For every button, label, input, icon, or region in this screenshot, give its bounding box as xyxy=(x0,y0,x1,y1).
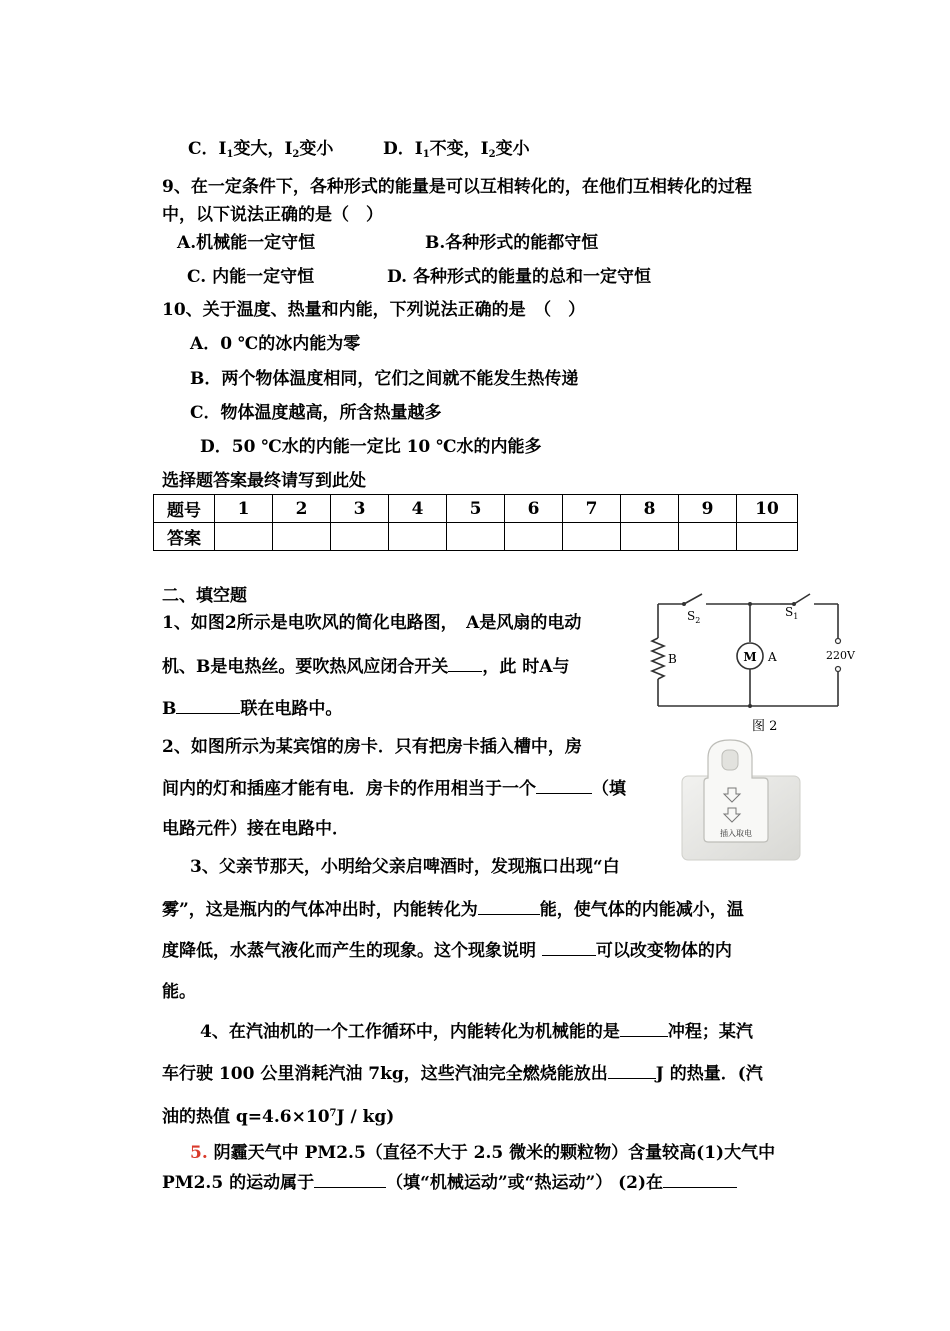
answer-table-answer-row xyxy=(154,523,798,551)
motor-label: M xyxy=(743,650,757,664)
answer-cell[interactable] xyxy=(737,523,798,551)
a-label: A xyxy=(768,650,777,664)
row-label-answer: 答案 xyxy=(154,523,215,551)
answer-cell[interactable] xyxy=(505,523,563,551)
table-cell: 7 xyxy=(563,495,621,523)
fill5-line1: 5. 阴霾天气中 PM2.5（直径不大于 2.5 微米的颗粒物）含量较高(1)大气中 xyxy=(190,1143,776,1163)
fill4-line1: 4、在汽油机的一个工作循环中，内能转化为机械能的是 冲程；某汽 xyxy=(200,1022,753,1042)
answer-note: 选择题答案最终请写到此处 xyxy=(162,471,366,491)
table-cell: 4 xyxy=(389,495,447,523)
blank[interactable] xyxy=(620,1020,668,1037)
q10-option-b: B．两个物体温度相同，它们之间就不能发生热传递 xyxy=(190,369,579,389)
terminal-top xyxy=(836,639,841,644)
blank[interactable] xyxy=(663,1171,737,1188)
blank[interactable] xyxy=(448,655,482,672)
fill2-line3: 电路元件）接在电路中． xyxy=(162,819,349,839)
voltage-label: 220V xyxy=(826,649,855,662)
answer-cell[interactable] xyxy=(331,523,389,551)
q8-option-d: D．$I_1$不变，$I_2$变小 xyxy=(383,139,530,160)
table-cell: 6 xyxy=(505,495,563,523)
answer-cell[interactable] xyxy=(389,523,447,551)
fill3-line4: 能。 xyxy=(162,982,196,1002)
table-cell: 10 xyxy=(737,495,798,523)
q9-option-d: D. 各种形式的能量的总和一定守恒 xyxy=(387,267,651,287)
q10-option-a: A．0 ℃的冰内能为零 xyxy=(190,334,361,354)
answer-table-number-row xyxy=(154,495,798,523)
q9-stem-line1: 9、在一定条件下，各种形式的能量是可以互相转化的，在他们互相转化的过程 xyxy=(162,177,752,197)
answer-cell[interactable] xyxy=(679,523,737,551)
answer-cell[interactable] xyxy=(621,523,679,551)
q10-stem: 10、关于温度、热量和内能，下列说法正确的是 （ ） xyxy=(162,300,586,320)
table-cell: 3 xyxy=(331,495,389,523)
answer-cell[interactable] xyxy=(447,523,505,551)
blank[interactable] xyxy=(536,777,592,794)
heater-b-zigzag xyxy=(652,638,664,679)
fill4-line2: 车行驶 100 公里消耗汽油 7kg，这些汽油完全燃烧能放出 J 的热量．(汽 xyxy=(162,1064,763,1084)
switch-s1-blade xyxy=(794,594,810,604)
table-cell: 5 xyxy=(447,495,505,523)
fill5-number: 5. xyxy=(190,1143,208,1163)
fill1-line2: 机、B是电热丝。要吹热风应闭合开关 ，此 时A与 xyxy=(162,657,570,677)
circuit-diagram xyxy=(640,576,880,738)
answer-cell[interactable] xyxy=(563,523,621,551)
b-label: B xyxy=(668,652,677,666)
table-cell: 8 xyxy=(621,495,679,523)
figure-caption: 图 2 xyxy=(752,719,778,734)
table-cell: 1 xyxy=(215,495,273,523)
fill1-line1: 1、如图2所示是电吹风的简化电路图， A是风扇的电动 xyxy=(162,613,582,633)
fill5-line2: PM2.5 的运动属于 （填“机械运动”或“热运动”） (2)在 xyxy=(162,1171,737,1194)
q10-option-c: C．物体温度越高，所含热量越多 xyxy=(190,403,442,423)
answer-cell[interactable] xyxy=(215,523,273,551)
answer-table xyxy=(153,494,798,551)
fill1-line3: B 联在电路中。 xyxy=(162,699,343,719)
section-title: 二、填空题 xyxy=(162,586,247,606)
q9-option-a: A.机械能一定守恒 xyxy=(177,233,316,253)
fill2-line2: 间内的灯和插座才能有电．房卡的作用相当于一个 （填 xyxy=(162,779,626,799)
s2-label: $S_2$ xyxy=(687,609,701,625)
q8-option-c: C．$I_1$变大，$I_2$变小 xyxy=(188,139,334,160)
blank[interactable] xyxy=(608,1062,656,1079)
switch-s2-blade xyxy=(684,594,702,604)
fill4-line3: 油的热值 $q=4.6\times 10^7J / kg$) xyxy=(162,1107,395,1127)
answer-cell[interactable] xyxy=(273,523,331,551)
room-card-photo xyxy=(678,738,804,862)
blank[interactable] xyxy=(478,898,540,915)
card-text: 插入取电 xyxy=(720,829,752,838)
fill2-line1: 2、如图所示为某宾馆的房卡．只有把房卡插入槽中，房 xyxy=(162,737,582,757)
s1-label: $S_1$ xyxy=(785,605,799,621)
terminal-bottom xyxy=(836,667,841,672)
fill3-line1: 3、父亲节那天，小明给父亲启啤酒时，发现瓶口出现“白 xyxy=(190,857,620,877)
q10-option-d: D．50 ℃水的内能一定比 10 ℃水的内能多 xyxy=(200,437,542,457)
q9-stem-line2: 中，以下说法正确的是（ ） xyxy=(162,205,383,225)
blank[interactable] xyxy=(542,939,596,956)
blank[interactable] xyxy=(176,697,240,714)
row-label-number: 题号 xyxy=(154,495,215,523)
table-cell: 9 xyxy=(679,495,737,523)
q9-option-c: C. 内能一定守恒 xyxy=(187,267,315,287)
q9-option-b: B.各种形式的能都守恒 xyxy=(425,233,599,253)
blank[interactable] xyxy=(314,1171,386,1188)
fill3-line2: 雾”，这是瓶内的气体冲出时，内能转化为 能，使气体的内能减小，温 xyxy=(162,900,744,920)
fill3-line3: 度降低，水蒸气液化而产生的现象。这个现象说明 可以改变物体的内 xyxy=(162,941,732,961)
table-cell: 2 xyxy=(273,495,331,523)
